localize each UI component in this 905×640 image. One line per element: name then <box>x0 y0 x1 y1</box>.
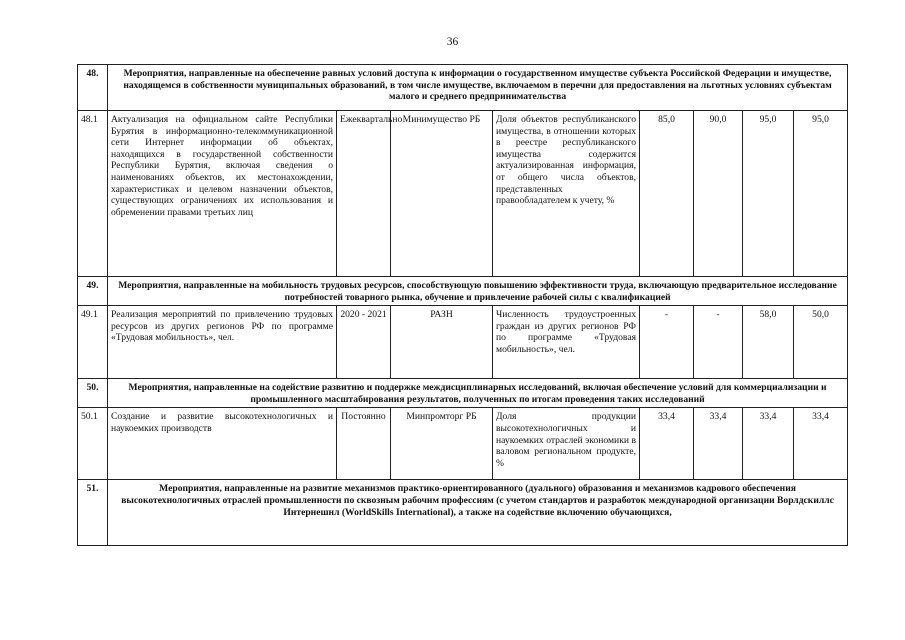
value-cell: - <box>694 306 743 379</box>
value-cell: 95,0 <box>794 111 848 277</box>
indicator-cell: Доля продукции высокотехнологичных и наукоемких отраслей экономики в валовом региональном продукте, % <box>493 408 640 480</box>
section-header-row <box>78 480 848 546</box>
section-number: 49. <box>78 277 108 306</box>
page-number: 36 <box>446 36 459 48</box>
executor-cell: Минимущество РБ <box>391 111 493 277</box>
measure-cell: Актуализация на официальном сайте Республики Бурятия в информационно-телекоммуникационной сети Интернет информации об объектах, находящихся в государственной собственности Республики Бурятия, включая сведения о наименованиях объектов, их местонахождении, характеристиках и целевом назначении объектов, существующих ограничениях их использования и обременении правами третьих лиц <box>108 111 337 277</box>
value-cell: 33,4 <box>794 408 848 480</box>
measures-table <box>77 64 848 546</box>
value-cell: - <box>640 306 694 379</box>
section-title: Мероприятия, направленные на развитие механизмов практико-ориентированного (дуального) образования и механизмов кадрового обеспечения высокотехнологичных отраслей промышленности по сквозным рабочим профессиям (с учетом стандартов и разработок международной организации Ворлдскиллс Интернешнл (WorldSkills International), а также на содействие включению обучающихся, <box>108 480 848 546</box>
section-number: 51. <box>78 480 108 546</box>
section-header-row <box>78 379 848 408</box>
value-cell: 85,0 <box>640 111 694 277</box>
period-cell: Ежеквартально <box>337 111 391 277</box>
section-number: 50. <box>78 379 108 408</box>
value-cell: 58,0 <box>743 306 794 379</box>
section-header-row <box>78 65 848 111</box>
measure-cell: Создание и развитие высокотехнологичных и наукоемких производств <box>108 408 337 480</box>
period-cell: 2020 - 2021 <box>337 306 391 379</box>
value-cell: 33,4 <box>743 408 794 480</box>
section-header-row <box>78 277 848 306</box>
row-number: 49.1 <box>78 306 108 379</box>
value-cell: 33,4 <box>694 408 743 480</box>
value-cell: 50,0 <box>794 306 848 379</box>
value-cell: 33,4 <box>640 408 694 480</box>
indicator-cell: Доля объектов республиканского имущества, в отношении которых в реестре республиканского имущества содержится актуализированная информация, от общего числа объектов, представленных правообладателем к учету, % <box>493 111 640 277</box>
section-number: 48. <box>78 65 108 111</box>
executor-cell: РАЗН <box>391 306 493 379</box>
value-cell: 90,0 <box>694 111 743 277</box>
value-cell: 95,0 <box>743 111 794 277</box>
section-title: Мероприятия, направленные на обеспечение равных условий доступа к информации о государственном имуществе субъекта Российской Федерации и имуществе, находящемся в собственности муниципальных образований, в том числе имуществе, включаемом в перечни для предоставления на льготных условиях субъектам малого и среднего предпринимательства <box>108 65 848 111</box>
indicator-cell: Численность трудоустроенных граждан из других регионов РФ по программе «Трудовая мобильность», чел. <box>493 306 640 379</box>
section-title: Мероприятия, направленные на содействие развитию и поддержке междисциплинарных исследований, включая обеспечение условий для коммерциализации и промышленного масштабирования результатов, полученных по итогам проведения таких исследований <box>108 379 848 408</box>
executor-cell: Минпромторг РБ <box>391 408 493 480</box>
row-number: 50.1 <box>78 408 108 480</box>
table-row <box>78 111 848 277</box>
table-row <box>78 306 848 379</box>
row-number: 48.1 <box>78 111 108 277</box>
measure-cell: Реализация мероприятий по привлечению трудовых ресурсов из других регионов РФ по программе «Трудовая мобильность», чел. <box>108 306 337 379</box>
table-row <box>78 408 848 480</box>
period-cell: Постоянно <box>337 408 391 480</box>
section-title: Мероприятия, направленные на мобильность трудовых ресурсов, способствующую повышению эффективности труда, включающую предварительное исследование потребностей товарного рынка, обучение и привлечение рабочей силы с квалификацией <box>108 277 848 306</box>
